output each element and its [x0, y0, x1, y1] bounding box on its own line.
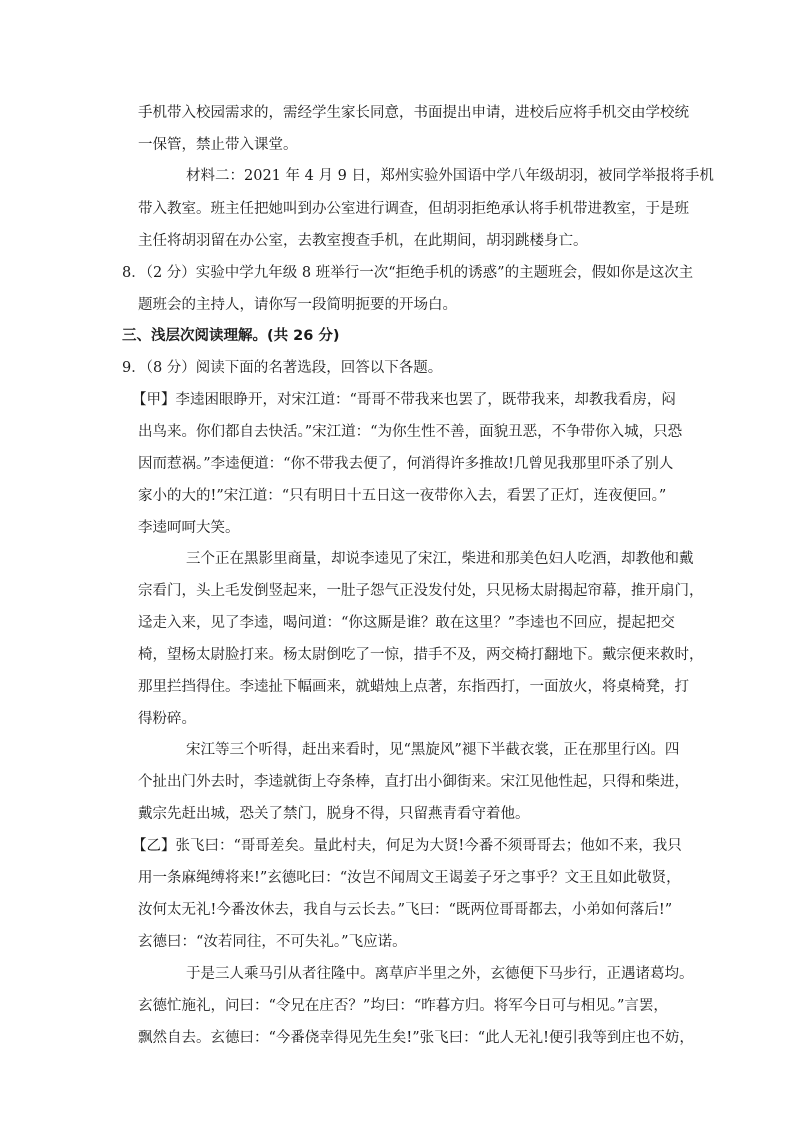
text-line: 因而惹祸。”李逵便道：“你不带我去便了，何消得许多推故!几曾见我那里吓杀了别人: [138, 456, 674, 472]
text-line: 玄德忙施礼，问曰：“令兄在庄否？”均曰：“昨暮方归。将军今日可与相见。”言罢，: [138, 998, 668, 1014]
text-line: 宗看门，头上毛发倒竖起来，一肚子怨气正没发付处，只见杨太尉揭起帘幕，推开扇门，: [138, 583, 704, 599]
text-line: 个扯出门外去时，李逵就街上夺条棒，直打出小御街来。宋江见他性起，只得和柴进，: [138, 774, 689, 790]
text-line: 手机带入校园需求的，需经学生家长同意，书面提出申请，进校后应将手机交由学校统: [138, 105, 689, 121]
text-line: 那里拦挡得住。李逵扯下幅画来，就蜡烛上点著，东指西打，一面放火，将桌椅凳，打: [138, 679, 689, 695]
text-line: 戴宗先赶出城，恐关了禁门，脱身不得，只留燕青看守着他。: [138, 806, 530, 822]
text-line: 迳走入来，见了李逵，喝问道：“你这厮是谁？敢在这里？”李逵也不回应，提起把交: [138, 615, 675, 631]
text-line: 于是三人乘马引从者往隆中。离草庐半里之外，玄德便下马步行，正遇诸葛均。: [186, 966, 694, 982]
text-line: 8．（2 分）实验中学九年级 8 班举行一次“拒绝手机的诱惑”的主题班会，假如你是这次主: [122, 265, 694, 281]
text-line: 材料二：2021 年 4 月 9 日，郑州实验外国语中学八年级胡羽，被同学举报将手机: [186, 168, 714, 184]
text-line: 飘然自去。玄德曰：“今番侥幸得见先生矣!”张飞曰：“此人无礼!便引我等到庄也不妨，: [138, 1030, 694, 1046]
text-line: 玄德曰：“汝若同往，不可失礼。”飞应诺。: [138, 934, 407, 950]
text-line: 9．（8 分）阅读下面的名著选段，回答以下各题。: [122, 360, 443, 376]
text-line: 【乙】张飞曰：“哥哥差矣。量此村夫，何足为大贤!今番不须哥哥去；他如不来，我只: [132, 838, 682, 854]
text-line: 三个正在黑影里商量，却说李逵见了宋江，柴进和那美色妇人吃酒，却教他和戴: [186, 551, 694, 567]
text-line: 【甲】李逵困眼睁开，对宋江道：“哥哥不带我来也罢了，既带我来，却教我看房，闷: [132, 392, 676, 408]
text-line: 主任将胡羽留在办公室，去教室搜查手机，在此期间，胡羽跳楼身亡。: [138, 233, 588, 249]
text-line: 椅，望杨太尉脸打来。杨太尉倒吃了一惊，措手不及，两交椅打翻地下。戴宗便来救时，: [138, 647, 704, 663]
section-heading: 三、浅层次阅读理解。(共 26 分): [122, 328, 340, 344]
text-line: 一保管，禁止带入课堂。: [138, 137, 298, 153]
text-line: 得粉碎。: [138, 711, 196, 727]
text-line: 家小的大的!”宋江道：“只有明日十五日这一夜带你入去，看罢了正灯，连夜便回。”: [138, 488, 667, 504]
text-line: 李逵呵呵大笑。: [138, 520, 240, 536]
text-line: 带入教室。班主任把她叫到办公室进行调查，但胡羽拒绝承认将手机带进教室，于是班: [138, 201, 689, 217]
text-line: 出鸟来。你们都自去快活。”宋江道：“为你生性不善，面貌丑恶，不争带你入城，只恐: [138, 424, 683, 440]
text-line: 用一条麻绳缚将来!”玄德叱曰：“汝岂不闻周文王谒姜子牙之事乎？文王且如此敬贤，: [138, 870, 681, 886]
text-line: 汝何太无礼!今番汝休去，我自与云长去。”飞曰：“既两位哥哥都去，小弟如何落后!”: [138, 902, 673, 918]
text-line: 宋江等三个听得，赶出来看时，见“黑旋风”褪下半截衣裳，正在那里行凶。四: [186, 742, 680, 758]
text-line: 题班会的主持人，请你写一段简明扼要的开场白。: [138, 297, 457, 313]
